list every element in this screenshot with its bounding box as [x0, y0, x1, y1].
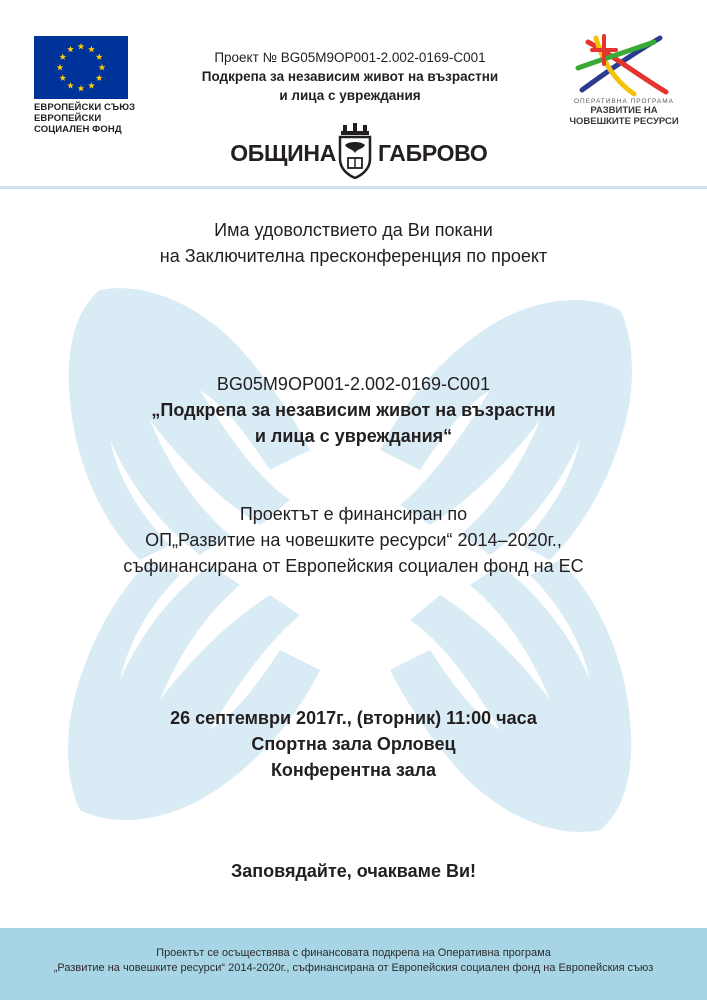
footer-line: Проектът се осъществява с финансовата подкрепа на Оперативна програма [156, 947, 551, 959]
closing-message: Заповядайте, очакваме Ви! [230, 861, 477, 881]
eu-caption-line: ЕВРОПЕЙСКИ [34, 113, 102, 124]
header-project-number: Проект № BG05M9OP001-2.002-0169-C001 [214, 50, 486, 65]
funding-line: Проектът е финансиран по [239, 504, 468, 524]
eu-flag-icon [34, 36, 128, 99]
op-caption [560, 98, 688, 127]
header-divider [0, 186, 707, 189]
header-project-title: и лица с увреждания [279, 88, 421, 103]
op-logo-icon [574, 34, 674, 98]
municipality-label-left: ОБЩИНА [230, 140, 336, 166]
eu-caption [34, 102, 144, 135]
footer-line: „Развитие на човешките ресурси“ 2014-2020г., съфинансирана от Европейския социален фонд на Европейския съюз [53, 962, 654, 974]
footer-text [0, 946, 707, 976]
invitation-line: на Заключителна пресконференция по проект [159, 246, 548, 266]
municipality-logo [200, 135, 510, 181]
project-title: и лица с увреждания“ [254, 426, 453, 446]
op-caption-small: ОПЕРАТИВНА ПРОГРАМА [573, 98, 675, 105]
op-caption-title [560, 105, 688, 127]
project-code: BG05M9OP001-2.002-0169-C001 [216, 374, 491, 394]
eu-caption-line: СОЦИАЛЕН ФОНД [34, 124, 122, 135]
eu-caption-line: ЕВРОПЕЙСКИ СЪЮЗ [34, 102, 136, 113]
municipality-label-right: ГАБРОВО [378, 140, 488, 166]
funding-line: ОП„Развитие на човешките ресурси“ 2014–2020г., [145, 530, 562, 550]
op-caption-line: ЧОВЕШКИТЕ РЕСУРСИ [569, 116, 679, 127]
project-title: „Подкрепа за независим живот на възрастни [151, 400, 556, 420]
header-project-title: Подкрепа за независим живот на възрастни [201, 69, 499, 84]
op-caption-line: РАЗВИТИЕ НА [590, 105, 658, 116]
event-room: Конферентна зала [270, 760, 437, 780]
funding-line: съфинансирана от Европейския социален фонд на ЕС [123, 556, 584, 576]
invitation-line: Има удоволствието да Ви покани [214, 220, 493, 240]
event-datetime: 26 септември 2017г., (вторник) 11:00 часа [170, 708, 537, 728]
coat-of-arms-icon [336, 123, 374, 179]
event-venue: Спортна зала Орловец [251, 734, 456, 754]
